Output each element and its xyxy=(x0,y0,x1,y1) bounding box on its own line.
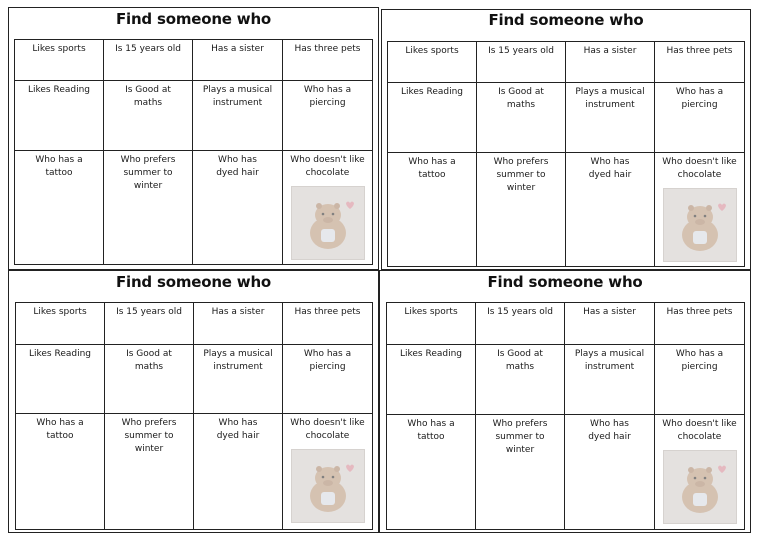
bingo-card-1 xyxy=(8,7,379,270)
grid-cell: Who doesn't like chocolate xyxy=(283,414,373,530)
card-title: Find someone who xyxy=(487,273,643,291)
capybara-icon xyxy=(291,186,365,260)
bingo-card-4 xyxy=(379,270,751,533)
grid-cell: Is 15 years old xyxy=(476,303,565,345)
grid-cell: Has a sister xyxy=(565,303,655,345)
grid-cell: Who doesn't like chocolate xyxy=(283,151,373,265)
grid-cell: Who has a tattoo xyxy=(15,151,104,265)
grid-cell: Is Good at maths xyxy=(104,81,193,151)
card-title: Find someone who xyxy=(115,10,272,28)
grid-cell: Plays a musical instrument xyxy=(565,345,655,415)
bingo-grid xyxy=(387,41,745,267)
grid-cell: Who has dyed hair xyxy=(566,153,655,267)
grid-cell: Likes sports xyxy=(16,303,105,345)
grid-cell: Who prefers summer to winter xyxy=(105,414,194,530)
grid-cell: Likes Reading xyxy=(387,345,476,415)
grid-cell: Who doesn't like chocolate xyxy=(655,153,745,267)
grid-cell: Who has a tattoo xyxy=(387,415,476,530)
grid-cell: Likes sports xyxy=(15,40,104,81)
grid-cell: Who has dyed hair xyxy=(194,414,283,530)
grid-cell: Who prefers summer to winter xyxy=(104,151,193,265)
grid-cell: Plays a musical instrument xyxy=(566,83,655,153)
bingo-grid xyxy=(14,39,373,265)
grid-cell: Who has a piercing xyxy=(283,81,373,151)
bingo-card-3 xyxy=(8,270,379,533)
grid-cell: Who has a tattoo xyxy=(16,414,105,530)
grid-cell: Has three pets xyxy=(655,42,745,83)
capybara-icon xyxy=(291,449,365,523)
bingo-grid xyxy=(15,302,373,530)
grid-cell: Who prefers summer to winter xyxy=(476,415,565,530)
grid-cell: Plays a musical instrument xyxy=(194,345,283,414)
capybara-icon xyxy=(663,188,737,262)
grid-cell: Is Good at maths xyxy=(105,345,194,414)
grid-cell: Who has dyed hair xyxy=(565,415,655,530)
capybara-icon xyxy=(663,450,737,524)
grid-cell: Likes Reading xyxy=(388,83,477,153)
grid-cell: Is 15 years old xyxy=(104,40,193,81)
grid-cell: Likes Reading xyxy=(16,345,105,414)
grid-cell: Who has a tattoo xyxy=(388,153,477,267)
card-title: Find someone who xyxy=(115,273,272,291)
grid-cell: Who prefers summer to winter xyxy=(477,153,566,267)
grid-cell: Who doesn't like chocolate xyxy=(655,415,745,530)
grid-cell: Who has dyed hair xyxy=(193,151,283,265)
grid-cell: Likes sports xyxy=(388,42,477,83)
grid-cell: Has three pets xyxy=(283,40,373,81)
grid-cell: Has a sister xyxy=(194,303,283,345)
grid-cell: Likes sports xyxy=(387,303,476,345)
grid-cell: Has a sister xyxy=(193,40,283,81)
grid-cell: Is Good at maths xyxy=(477,83,566,153)
grid-cell: Is 15 years old xyxy=(105,303,194,345)
grid-cell: Who has a piercing xyxy=(655,345,745,415)
grid-cell: Has a sister xyxy=(566,42,655,83)
grid-cell: Is 15 years old xyxy=(477,42,566,83)
bingo-grid xyxy=(386,302,745,530)
grid-cell: Likes Reading xyxy=(15,81,104,151)
grid-cell: Plays a musical instrument xyxy=(193,81,283,151)
card-title: Find someone who xyxy=(488,11,644,29)
grid-cell: Has three pets xyxy=(655,303,745,345)
grid-cell: Is Good at maths xyxy=(476,345,565,415)
bingo-card-2 xyxy=(381,9,751,270)
grid-cell: Who has a piercing xyxy=(655,83,745,153)
grid-cell: Who has a piercing xyxy=(283,345,373,414)
grid-cell: Has three pets xyxy=(283,303,373,345)
